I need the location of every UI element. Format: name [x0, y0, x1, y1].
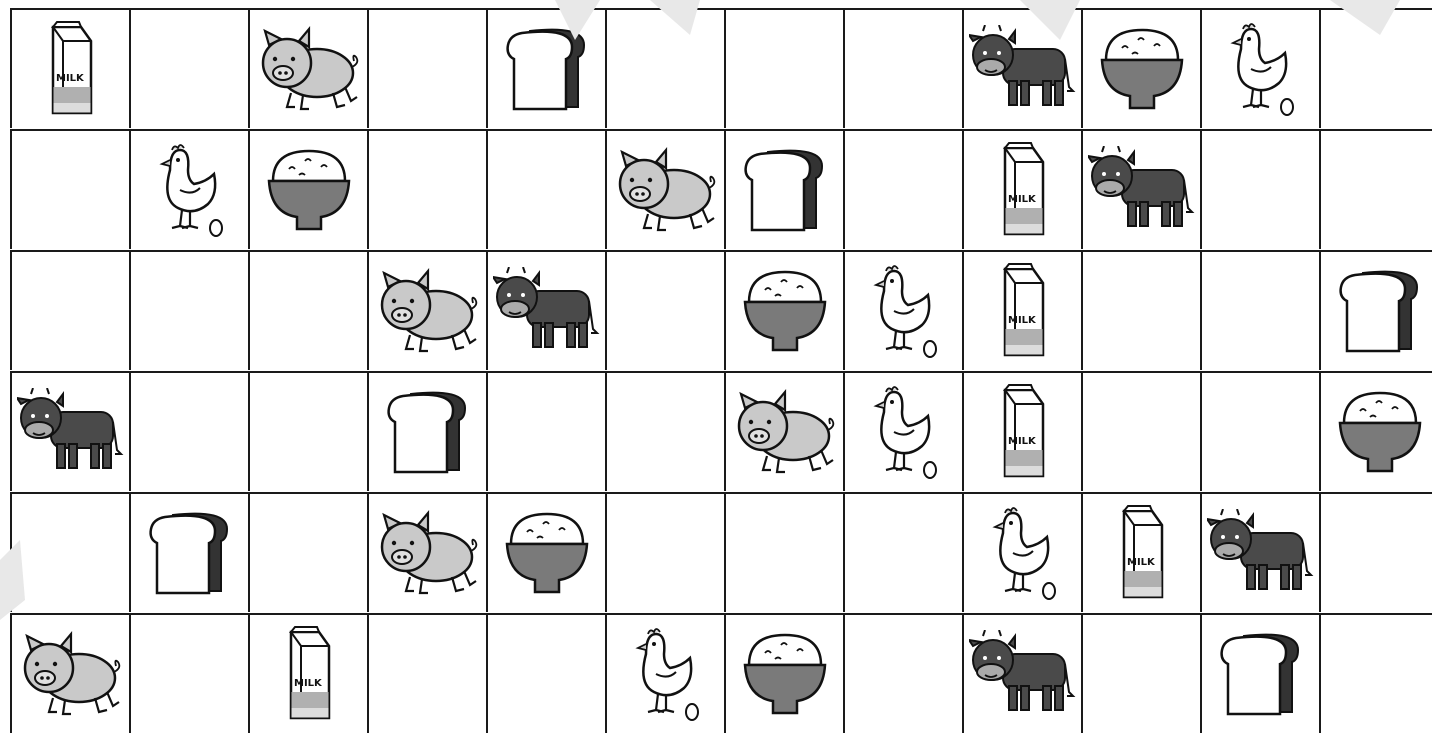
cow-icon [969, 25, 1077, 113]
chicken-icon [624, 626, 708, 722]
grid-cell[interactable] [1200, 8, 1319, 128]
grid-cell[interactable] [1319, 613, 1432, 733]
grid-cell[interactable] [367, 250, 486, 370]
grid-cell[interactable] [486, 8, 605, 128]
grid-row [10, 371, 1432, 492]
grid-cell[interactable] [129, 371, 248, 491]
grid-cell[interactable] [248, 250, 367, 370]
grid-cell[interactable] [367, 8, 486, 128]
milk-icon [281, 626, 337, 722]
pig-icon [731, 388, 839, 476]
grid-cell[interactable] [248, 492, 367, 612]
grid-cell[interactable] [1200, 613, 1319, 733]
grid-cell[interactable] [724, 250, 843, 370]
milk-icon [995, 384, 1051, 480]
bread-icon [1218, 630, 1304, 718]
milk-label: MILK [1007, 436, 1036, 447]
grid-cell[interactable] [962, 8, 1081, 128]
grid-cell[interactable] [486, 129, 605, 249]
grid-cell[interactable] [367, 492, 486, 612]
chicken-icon [862, 263, 946, 359]
grid-cell[interactable] [724, 371, 843, 491]
milk-label: MILK [1126, 557, 1155, 568]
grid-cell[interactable] [843, 613, 962, 733]
grid-row [10, 613, 1432, 734]
grid-cell[interactable] [843, 492, 962, 612]
grid-cell[interactable] [129, 492, 248, 612]
grid-row [10, 8, 1432, 129]
rice-icon [741, 268, 829, 354]
grid-cell[interactable] [10, 129, 129, 249]
grid-cell[interactable] [1319, 8, 1432, 128]
grid-cell[interactable] [962, 250, 1081, 370]
grid-cell[interactable] [248, 129, 367, 249]
chicken-icon [1219, 21, 1303, 117]
grid-cell[interactable] [724, 8, 843, 128]
grid-cell[interactable] [962, 129, 1081, 249]
milk-icon [1114, 505, 1170, 601]
grid-cell[interactable] [10, 492, 129, 612]
grid-cell[interactable] [605, 492, 724, 612]
grid-cell[interactable] [10, 8, 129, 128]
grid-cell[interactable] [1200, 371, 1319, 491]
pig-icon [374, 509, 482, 597]
chicken-icon [862, 384, 946, 480]
grid-cell[interactable] [248, 8, 367, 128]
grid-row [10, 129, 1432, 250]
grid-cell[interactable] [1081, 492, 1200, 612]
rice-icon [503, 510, 591, 596]
bread-icon [1337, 267, 1423, 355]
grid-cell[interactable] [724, 492, 843, 612]
cow-icon [17, 388, 125, 476]
grid-cell[interactable] [129, 129, 248, 249]
milk-label: MILK [1007, 315, 1036, 326]
grid-cell[interactable] [1319, 250, 1432, 370]
grid-cell[interactable] [724, 613, 843, 733]
grid-cell[interactable] [1081, 250, 1200, 370]
grid-cell[interactable] [962, 492, 1081, 612]
grid-cell[interactable] [129, 250, 248, 370]
grid-cell[interactable] [1319, 492, 1432, 612]
pig-icon [374, 267, 482, 355]
grid-cell[interactable] [843, 371, 962, 491]
milk-label: MILK [55, 73, 84, 84]
grid-cell[interactable] [1081, 371, 1200, 491]
rice-icon [1336, 389, 1424, 475]
grid-cell[interactable] [843, 8, 962, 128]
grid-row [10, 492, 1432, 613]
grid-cell[interactable] [129, 8, 248, 128]
grid-cell[interactable] [248, 613, 367, 733]
grid-cell[interactable] [962, 371, 1081, 491]
milk-label: MILK [1007, 194, 1036, 205]
grid-cell[interactable] [367, 371, 486, 491]
grid-cell[interactable] [1081, 129, 1200, 249]
cow-icon [1088, 146, 1196, 234]
grid-cell[interactable] [605, 613, 724, 733]
milk-label: MILK [293, 678, 322, 689]
bread-icon [504, 25, 590, 113]
chicken-icon [148, 142, 232, 238]
cow-icon [1207, 509, 1315, 597]
milk-icon [995, 263, 1051, 359]
cow-icon [969, 630, 1077, 718]
grid-cell[interactable] [843, 250, 962, 370]
rice-icon [741, 631, 829, 717]
grid-cell[interactable] [367, 129, 486, 249]
grid-cell[interactable] [486, 613, 605, 733]
grid-cell[interactable] [1319, 129, 1432, 249]
grid-cell[interactable] [605, 371, 724, 491]
grid-cell[interactable] [486, 492, 605, 612]
grid-cell[interactable] [486, 250, 605, 370]
grid-cell[interactable] [1081, 613, 1200, 733]
grid-cell[interactable] [843, 129, 962, 249]
grid-cell[interactable] [10, 613, 129, 733]
milk-icon [43, 21, 99, 117]
bread-icon [742, 146, 828, 234]
grid-cell[interactable] [962, 613, 1081, 733]
game-board [10, 8, 1432, 735]
pig-icon [255, 25, 363, 113]
grid-cell[interactable] [486, 371, 605, 491]
chicken-icon [981, 505, 1065, 601]
grid-cell[interactable] [605, 250, 724, 370]
grid-cell[interactable] [724, 129, 843, 249]
pig-icon [17, 630, 125, 718]
bread-icon [385, 388, 471, 476]
rice-icon [265, 147, 353, 233]
bread-icon [147, 509, 233, 597]
grid-cell[interactable] [1200, 250, 1319, 370]
grid-row [10, 250, 1432, 371]
grid-cell[interactable] [10, 371, 129, 491]
grid-cell[interactable] [1200, 492, 1319, 612]
grid-cell[interactable] [1081, 8, 1200, 128]
grid-cell[interactable] [367, 613, 486, 733]
grid-cell[interactable] [605, 8, 724, 128]
pig-icon [612, 146, 720, 234]
grid-cell[interactable] [248, 371, 367, 491]
grid-cell[interactable] [1200, 129, 1319, 249]
milk-icon [995, 142, 1051, 238]
grid-cell[interactable] [605, 129, 724, 249]
cow-icon [493, 267, 601, 355]
grid-cell[interactable] [129, 613, 248, 733]
rice-icon [1098, 26, 1186, 112]
grid-cell[interactable] [1319, 371, 1432, 491]
grid-cell[interactable] [10, 250, 129, 370]
